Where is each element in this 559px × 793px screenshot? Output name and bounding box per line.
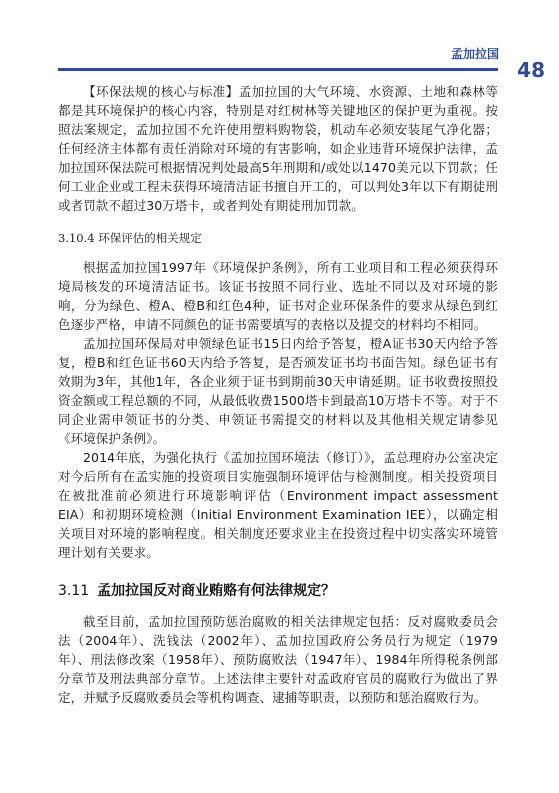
header-rule xyxy=(58,68,498,71)
section-number: 3.11 xyxy=(58,583,90,599)
section-title: 孟加拉国反对商业贿赂有何法律规定？ xyxy=(97,583,336,599)
header-title: 孟加拉国 xyxy=(450,47,499,61)
subsection-heading: 3.10.4 环保评估的相关规定 xyxy=(58,231,202,245)
paragraph-environment-core: 【环保法规的核心与标准】孟加拉国的大气环境、水资源、土地和森林等都是其环境保护的核心内容，特别是对红树林等关键地区的保护更为重视。按照法案规定，孟加拉国不允许使用塑料购物袋，机动车必须安装尾气净化器；任何经济主体都有责任消除对环境的有害影响，如企业违背环境保护法律，孟加拉国环保法院可根据情况判处最高5年刑期和/或处以1470美元以下罚款；任何工业企业或工程未获得环境清洁证书擅自开工的，可以判处3年以下有期徒刑或者罚款不超过30万塔卡，或者判处有期徒刑加罚款。 xyxy=(58,84,498,213)
section-heading xyxy=(58,580,498,600)
paragraph-certificate-process: 孟加拉国环保局对申领绿色证书15日内给予答复，橙A证书30天内给予答复，橙B和红色证书60天内给予答复，是否颁发证书均书面告知。绿色证书有效期为3年，其他1年，各企业须于证书到期前30天申请延期。证书收费按照投资金额或工程总额的不同，从最低收费1500塔卡到最高10万塔卡不等。对于不同企业需申领证书的分类、申领证书需提交的材料以及其他相关规定请参见《环境保护条例》。 xyxy=(58,336,498,446)
paragraph-certificate-types: 根据孟加拉国1997年《环境保护条例》，所有工业项目和工程必须获得环境局核发的环境清洁证书。该证书按照不同行业、选址不同以及对环境的影响，分为绿色、橙A、橙B和红色4种，证书对企业环保条件的要求从绿色到红色逐步严格，申请不同颜色的证书需要填写的表格以及提交的材料均不相同。 xyxy=(58,260,498,332)
paragraph-eia-requirement: 2014年底，为强化执行《孟加拉国环境法（修订）》，孟总理府办公室决定对今后所有在孟实施的投资项目实施强制环境评估与检测制度。相关投资项目在被批准前必须进行环境影响评估（Environment impact assessment EIA）和初期环境检测（Initial Environment Examination IEE），以确定相关项目对环境的影响程度。相关制度还要求业主在投资过程中切实落实环境管理计划有关要求。 xyxy=(58,450,498,560)
page-number: 48 xyxy=(517,58,545,82)
page-body xyxy=(58,82,498,707)
paragraph-anti-corruption-laws: 截至目前，孟加拉国预防惩治腐败的相关法律规定包括：反对腐败委员会法（2004年）、洗钱法（2002年）、孟加拉国政府公务员行为规定（1979年）、刑法修改案（1958年）、预防腐败法（1947年）、1984年所得税条例部分章节及刑法典部分章节。上述法律主要针对孟政府官员的腐败行为做出了界定，并赋予反腐败委员会等机构调查、逮捕等职责，以预防和惩治腐败行为。 xyxy=(58,614,498,705)
